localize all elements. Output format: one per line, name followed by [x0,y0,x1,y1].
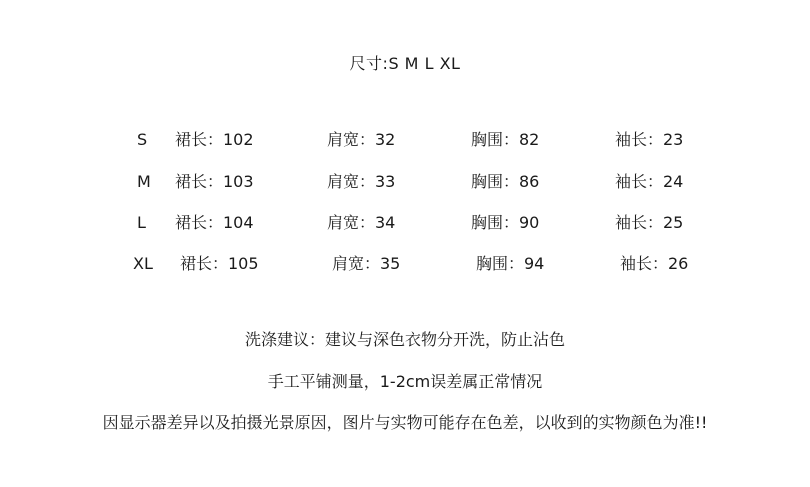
skirt-length: 裙长：105 [180,254,259,273]
sleeve-length: 袖长：26 [620,254,689,273]
color-disclaimer: 因显示器差异以及拍摄光景原因，图片与实物可能存在色差，以收到的实物颜色为准!! [102,413,708,432]
size-label: M [137,172,151,191]
chest-girth: 胸围：94 [476,254,545,273]
washing-advice: 洗涤建议：建议与深色衣物分开洗，防止沾色 [244,330,565,349]
size-label: XL [133,254,153,273]
size-title: 尺寸:S M L XL [349,54,461,73]
measurement-note: 手工平铺测量，1-2cm误差属正常情况 [267,372,543,391]
size-label: S [137,130,148,149]
skirt-length: 裙长：104 [175,213,254,232]
chest-girth: 胸围：90 [471,213,540,232]
skirt-length: 裙长：103 [175,172,254,191]
skirt-length: 裙长：102 [175,130,254,149]
sleeve-length: 袖长：23 [615,130,684,149]
sleeve-length: 袖长：24 [615,172,684,191]
shoulder-width: 肩宽：33 [327,172,396,191]
sleeve-length: 袖长：25 [615,213,684,232]
shoulder-width: 肩宽：32 [327,130,396,149]
size-label: L [137,213,146,232]
chest-girth: 胸围：86 [471,172,540,191]
shoulder-width: 肩宽：34 [327,213,396,232]
shoulder-width: 肩宽：35 [332,254,401,273]
chest-girth: 胸围：82 [471,130,540,149]
